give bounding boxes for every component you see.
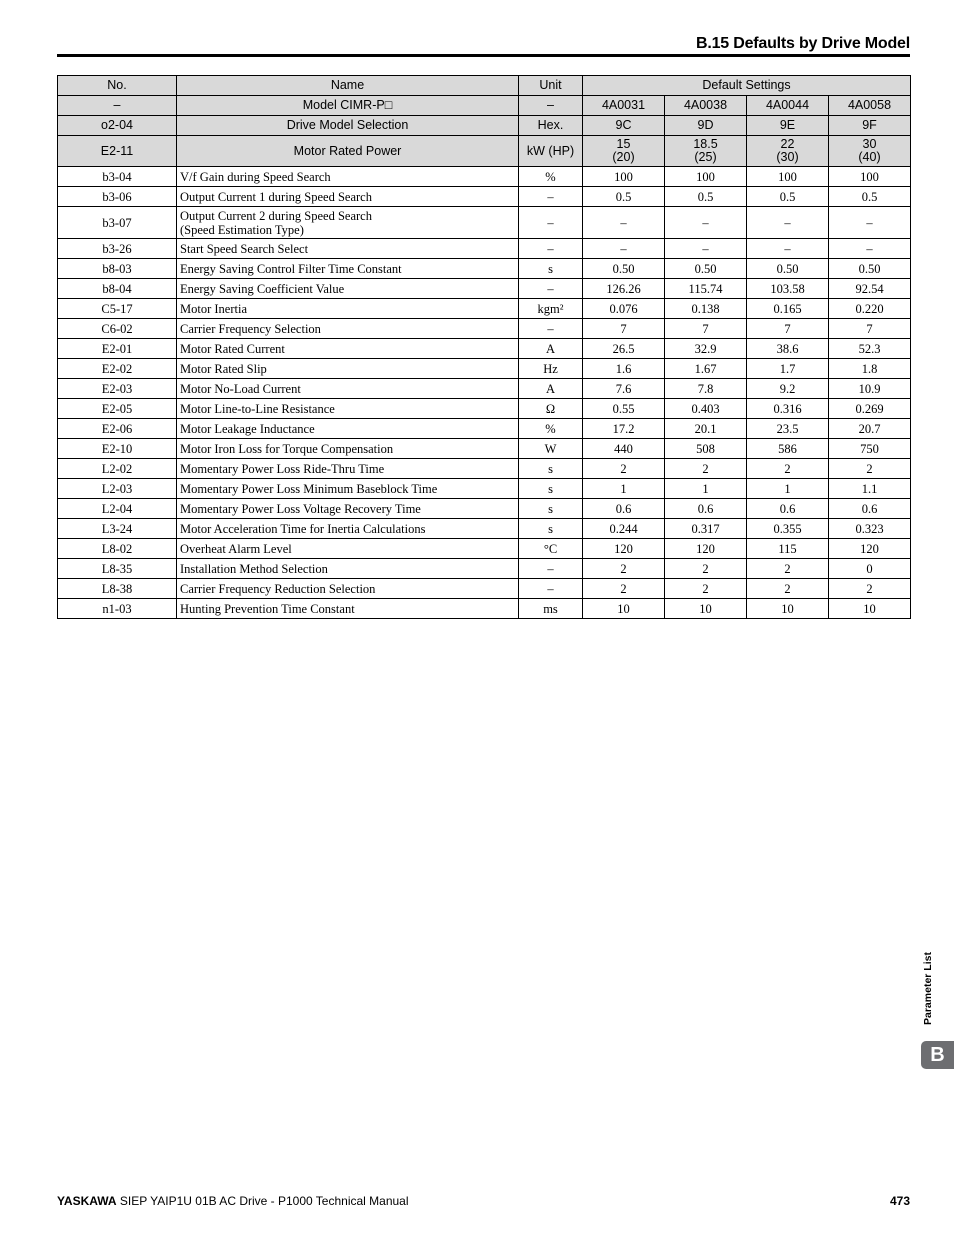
cell-no: L2-02 xyxy=(58,459,177,479)
cell-name: Start Speed Search Select xyxy=(177,239,519,259)
cell-unit: s xyxy=(519,479,583,499)
cell-name: Energy Saving Coefficient Value xyxy=(177,279,519,299)
cell-value: 0.165 xyxy=(747,299,829,319)
cell-value: – xyxy=(747,207,829,239)
table-row xyxy=(58,319,911,339)
cell-no: C5-17 xyxy=(58,299,177,319)
col-header-name: Name xyxy=(177,76,519,96)
cell-value: 0.50 xyxy=(665,259,747,279)
cell-no: L8-35 xyxy=(58,559,177,579)
header-rule xyxy=(57,54,910,57)
cell-name: Installation Method Selection xyxy=(177,559,519,579)
cell-unit: A xyxy=(519,379,583,399)
cell-value: 20.1 xyxy=(665,419,747,439)
cell-value: 1.1 xyxy=(829,479,911,499)
appendix-tab: B xyxy=(921,1041,954,1069)
page-number: 473 xyxy=(889,1194,910,1208)
cell-no: E2-03 xyxy=(58,379,177,399)
page-section-title: B.15 Defaults by Drive Model xyxy=(695,35,910,52)
cell-value: 15 (20) xyxy=(583,136,665,167)
cell-no: L8-38 xyxy=(58,579,177,599)
cell-name: Motor Rated Power xyxy=(177,136,519,167)
cell-value: 18.5 (25) xyxy=(665,136,747,167)
cell-no: b8-04 xyxy=(58,279,177,299)
cell-value: 0.50 xyxy=(829,259,911,279)
cell-unit: ms xyxy=(519,599,583,619)
table-row xyxy=(58,359,911,379)
cell-value: 22 (30) xyxy=(747,136,829,167)
table-row xyxy=(58,399,911,419)
cell-no: C6-02 xyxy=(58,319,177,339)
footer-manual-title xyxy=(57,1194,409,1208)
cell-value: 1.67 xyxy=(665,359,747,379)
cell-value: 750 xyxy=(829,439,911,459)
cell-value: 10 xyxy=(583,599,665,619)
cell-unit: – xyxy=(519,187,583,207)
table-row xyxy=(58,479,911,499)
cell-name: Motor Iron Loss for Torque Compensation xyxy=(177,439,519,459)
cell-no: b3-07 xyxy=(58,207,177,239)
cell-no: E2-06 xyxy=(58,419,177,439)
cell-value: 115 xyxy=(747,539,829,559)
table-row xyxy=(58,519,911,539)
cell-unit: – xyxy=(519,559,583,579)
cell-name: Drive Model Selection xyxy=(177,116,519,136)
cell-unit: % xyxy=(519,167,583,187)
cell-value: 1 xyxy=(583,479,665,499)
cell-name: Momentary Power Loss Voltage Recovery Time xyxy=(177,499,519,519)
cell-value: – xyxy=(829,239,911,259)
cell-unit: % xyxy=(519,419,583,439)
cell-value: 2 xyxy=(747,459,829,479)
cell-value: – xyxy=(747,239,829,259)
cell-value: 0.5 xyxy=(583,187,665,207)
cell-unit: – xyxy=(519,319,583,339)
cell-name: Model CIMR-P□ xyxy=(177,96,519,116)
cell-no: E2-05 xyxy=(58,399,177,419)
cell-value: 0.6 xyxy=(829,499,911,519)
cell-value: 4A0044 xyxy=(747,96,829,116)
cell-name: Hunting Prevention Time Constant xyxy=(177,599,519,619)
cell-value: 2 xyxy=(665,559,747,579)
cell-value: 2 xyxy=(747,579,829,599)
table-row xyxy=(58,239,911,259)
cell-value: 2 xyxy=(665,459,747,479)
cell-value: 2 xyxy=(583,459,665,479)
table-row xyxy=(58,279,911,299)
table-row xyxy=(58,539,911,559)
cell-value: 0.5 xyxy=(665,187,747,207)
cell-value: 38.6 xyxy=(747,339,829,359)
cell-name: V/f Gain during Speed Search xyxy=(177,167,519,187)
cell-unit: s xyxy=(519,499,583,519)
cell-value: 1.6 xyxy=(583,359,665,379)
cell-value: 7.8 xyxy=(665,379,747,399)
cell-value: 0 xyxy=(829,559,911,579)
cell-value: 30 (40) xyxy=(829,136,911,167)
cell-value: 0.244 xyxy=(583,519,665,539)
cell-value: 0.220 xyxy=(829,299,911,319)
cell-no: E2-10 xyxy=(58,439,177,459)
cell-name: Motor Inertia xyxy=(177,299,519,319)
model-row xyxy=(58,96,911,116)
cell-value: 0.5 xyxy=(747,187,829,207)
defaults-table xyxy=(57,75,911,619)
cell-value: 103.58 xyxy=(747,279,829,299)
cell-unit: °C xyxy=(519,539,583,559)
table-row xyxy=(58,379,911,399)
cell-value: 2 xyxy=(829,579,911,599)
cell-value: 10.9 xyxy=(829,379,911,399)
cell-name: Energy Saving Control Filter Time Constant xyxy=(177,259,519,279)
cell-name: Motor Leakage Inductance xyxy=(177,419,519,439)
cell-no: b3-06 xyxy=(58,187,177,207)
cell-value: 92.54 xyxy=(829,279,911,299)
cell-value: 2 xyxy=(747,559,829,579)
cell-value: 100 xyxy=(665,167,747,187)
cell-value: 7 xyxy=(583,319,665,339)
table-row xyxy=(58,187,911,207)
cell-unit: kgm² xyxy=(519,299,583,319)
footer-brand: YASKAWA xyxy=(57,1194,117,1208)
cell-value: 2 xyxy=(665,579,747,599)
cell-value: 100 xyxy=(829,167,911,187)
cell-unit: – xyxy=(519,579,583,599)
cell-value: 0.355 xyxy=(747,519,829,539)
cell-value: 0.076 xyxy=(583,299,665,319)
cell-value: 7.6 xyxy=(583,379,665,399)
cell-value: 0.323 xyxy=(829,519,911,539)
cell-value: 1 xyxy=(747,479,829,499)
cell-value: 9D xyxy=(665,116,747,136)
cell-value: – xyxy=(583,239,665,259)
drive-model-selection-row xyxy=(58,116,911,136)
cell-no: L2-03 xyxy=(58,479,177,499)
cell-value: 115.74 xyxy=(665,279,747,299)
cell-value: 508 xyxy=(665,439,747,459)
cell-unit: kW (HP) xyxy=(519,136,583,167)
cell-value: 9C xyxy=(583,116,665,136)
table-row xyxy=(58,579,911,599)
cell-no: o2-04 xyxy=(58,116,177,136)
cell-value: 2 xyxy=(829,459,911,479)
table-row xyxy=(58,207,911,239)
cell-name: Motor Acceleration Time for Inertia Calculations xyxy=(177,519,519,539)
table-row xyxy=(58,439,911,459)
cell-name: Carrier Frequency Reduction Selection xyxy=(177,579,519,599)
cell-no: L3-24 xyxy=(58,519,177,539)
cell-no: E2-11 xyxy=(58,136,177,167)
cell-value: 1 xyxy=(665,479,747,499)
cell-value: 1.8 xyxy=(829,359,911,379)
cell-no: E2-01 xyxy=(58,339,177,359)
col-header-unit: Unit xyxy=(519,76,583,96)
col-header-default-settings: Default Settings xyxy=(583,76,911,96)
cell-value: 120 xyxy=(829,539,911,559)
table-row xyxy=(58,459,911,479)
cell-name: Carrier Frequency Selection xyxy=(177,319,519,339)
cell-value: 7 xyxy=(829,319,911,339)
cell-value: 20.7 xyxy=(829,419,911,439)
column-header-row xyxy=(58,76,911,96)
cell-value: 0.50 xyxy=(583,259,665,279)
cell-name: Motor Rated Slip xyxy=(177,359,519,379)
footer-manual: SIEP YAIP1U 01B AC Drive - P1000 Technical Manual xyxy=(116,1194,409,1208)
cell-value: 4A0031 xyxy=(583,96,665,116)
cell-value: 7 xyxy=(747,319,829,339)
cell-value: 0.138 xyxy=(665,299,747,319)
table-row xyxy=(58,599,911,619)
cell-value: 10 xyxy=(829,599,911,619)
cell-value: 120 xyxy=(583,539,665,559)
cell-value: 2 xyxy=(583,559,665,579)
cell-value: 100 xyxy=(747,167,829,187)
cell-value: 0.6 xyxy=(583,499,665,519)
cell-no: E2-02 xyxy=(58,359,177,379)
cell-unit: A xyxy=(519,339,583,359)
side-section-label: Parameter List xyxy=(922,952,934,1025)
table-row xyxy=(58,259,911,279)
cell-value: – xyxy=(665,239,747,259)
cell-no: L2-04 xyxy=(58,499,177,519)
cell-unit: – xyxy=(519,239,583,259)
cell-value: 23.5 xyxy=(747,419,829,439)
cell-value: 0.316 xyxy=(747,399,829,419)
cell-value: 9F xyxy=(829,116,911,136)
cell-value: 126.26 xyxy=(583,279,665,299)
cell-value: – xyxy=(665,207,747,239)
cell-no: b3-04 xyxy=(58,167,177,187)
cell-no: L8-02 xyxy=(58,539,177,559)
cell-value: 586 xyxy=(747,439,829,459)
cell-value: 4A0038 xyxy=(665,96,747,116)
cell-value: 0.5 xyxy=(829,187,911,207)
table-row xyxy=(58,299,911,319)
cell-name: Output Current 2 during Speed Search (Speed Estimation Type) xyxy=(177,207,519,239)
cell-name: Overheat Alarm Level xyxy=(177,539,519,559)
cell-value: – xyxy=(829,207,911,239)
cell-unit: Hz xyxy=(519,359,583,379)
cell-value: 17.2 xyxy=(583,419,665,439)
cell-value: 440 xyxy=(583,439,665,459)
table-row xyxy=(58,419,911,439)
cell-value: 52.3 xyxy=(829,339,911,359)
cell-value: 10 xyxy=(747,599,829,619)
cell-unit: s xyxy=(519,459,583,479)
cell-name: Output Current 1 during Speed Search xyxy=(177,187,519,207)
table-row xyxy=(58,167,911,187)
cell-unit: – xyxy=(519,279,583,299)
cell-value: 10 xyxy=(665,599,747,619)
cell-value: 120 xyxy=(665,539,747,559)
cell-value: 0.50 xyxy=(747,259,829,279)
cell-value: 0.6 xyxy=(747,499,829,519)
cell-no: – xyxy=(58,96,177,116)
col-header-no: No. xyxy=(58,76,177,96)
cell-name: Motor Rated Current xyxy=(177,339,519,359)
cell-value: 0.6 xyxy=(665,499,747,519)
cell-name: Motor Line-to-Line Resistance xyxy=(177,399,519,419)
cell-value: 0.55 xyxy=(583,399,665,419)
cell-unit: W xyxy=(519,439,583,459)
cell-name: Momentary Power Loss Minimum Baseblock Time xyxy=(177,479,519,499)
cell-value: 100 xyxy=(583,167,665,187)
cell-value: – xyxy=(583,207,665,239)
cell-no: b8-03 xyxy=(58,259,177,279)
cell-unit: s xyxy=(519,519,583,539)
cell-value: 0.269 xyxy=(829,399,911,419)
cell-value: 4A0058 xyxy=(829,96,911,116)
cell-value: 2 xyxy=(583,579,665,599)
cell-unit: – xyxy=(519,207,583,239)
cell-name: Momentary Power Loss Ride-Thru Time xyxy=(177,459,519,479)
cell-value: 1.7 xyxy=(747,359,829,379)
cell-value: 32.9 xyxy=(665,339,747,359)
cell-value: 9E xyxy=(747,116,829,136)
cell-no: n1-03 xyxy=(58,599,177,619)
cell-value: 9.2 xyxy=(747,379,829,399)
cell-value: 0.317 xyxy=(665,519,747,539)
cell-value: 0.403 xyxy=(665,399,747,419)
table-row xyxy=(58,339,911,359)
cell-no: b3-26 xyxy=(58,239,177,259)
cell-unit: – xyxy=(519,96,583,116)
table-row xyxy=(58,499,911,519)
table-row xyxy=(58,559,911,579)
cell-value: 26.5 xyxy=(583,339,665,359)
cell-unit: s xyxy=(519,259,583,279)
cell-unit: Ω xyxy=(519,399,583,419)
cell-name: Motor No-Load Current xyxy=(177,379,519,399)
cell-value: 7 xyxy=(665,319,747,339)
motor-rated-power-row xyxy=(58,136,911,167)
cell-unit: Hex. xyxy=(519,116,583,136)
